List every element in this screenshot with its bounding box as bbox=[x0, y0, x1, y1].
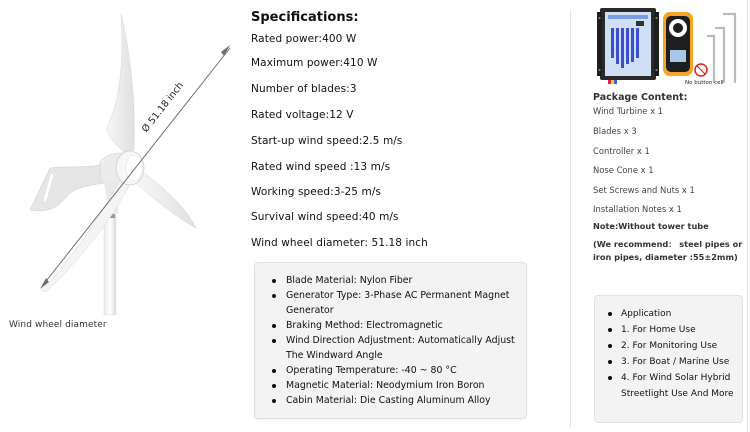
spec-working-speed: Working speed:3-25 m/s bbox=[251, 186, 382, 198]
application-item: 3. For Boat / Marine Use bbox=[607, 354, 742, 370]
feature-item: Blade Material: Nylon Fiber bbox=[269, 273, 524, 288]
spec-survival-wind-speed: Survival wind speed:40 m/s bbox=[251, 211, 399, 223]
application-item: 2. For Monitoring Use bbox=[607, 338, 742, 354]
package-note: Note:Without tower tube bbox=[593, 221, 709, 231]
image-caption: Wind wheel diameter bbox=[9, 320, 107, 330]
application-list bbox=[607, 306, 742, 402]
anemometer-icon bbox=[663, 12, 693, 76]
feature-item: Magnetic Material: Neodymium Iron Boron bbox=[269, 378, 524, 393]
controller-icon bbox=[597, 8, 659, 84]
features-panel bbox=[254, 262, 527, 419]
application-item: Application bbox=[607, 306, 742, 322]
package-contents-image bbox=[596, 6, 746, 88]
specifications-section bbox=[251, 0, 561, 432]
package-recommendation: (We recommend： steel pipes or iron pipes, diameter :55±2mm) bbox=[593, 239, 743, 262]
spec-maximum-power: Maximum power:410 W bbox=[251, 57, 378, 69]
spec-startup-wind-speed: Start-up wind speed:2.5 m/s bbox=[251, 135, 403, 147]
no-button-cell-label: No button cell bbox=[685, 80, 724, 86]
application-item: 1. For Home Use bbox=[607, 322, 742, 338]
feature-item: Operating Temperature: -40 ~ 80 °C bbox=[269, 363, 524, 378]
spec-wind-wheel-diameter: Wind wheel diameter: 51.18 inch bbox=[251, 237, 428, 249]
features-list bbox=[269, 273, 524, 408]
application-item: 4. For Wind Solar Hybrid Streetlight Use And More bbox=[607, 370, 742, 402]
feature-item: Generator Type: 3-Phase AC Permanent Magnet Generator bbox=[269, 288, 524, 318]
package-content-title: Package Content: bbox=[593, 92, 688, 103]
package-item: Installation Notes x 1 bbox=[593, 204, 682, 214]
spec-rated-power: Rated power:400 W bbox=[251, 33, 357, 45]
diameter-label: Ø 51.18 inch bbox=[140, 80, 186, 135]
feature-item: Wind Direction Adjustment: Automatically Adjust The Windward Angle bbox=[269, 333, 524, 363]
package-item: Wind Turbine x 1 bbox=[593, 106, 664, 116]
feature-item: Cabin Material: Die Casting Aluminum Alloy bbox=[269, 393, 524, 408]
package-item: Blades x 3 bbox=[593, 126, 637, 136]
feature-item: Braking Method: Electromagnetic bbox=[269, 318, 524, 333]
package-item: Set Screws and Nuts x 1 bbox=[593, 185, 695, 195]
package-item: Nose Cone x 1 bbox=[593, 165, 654, 175]
package-item: Controller x 1 bbox=[593, 146, 650, 156]
spec-rated-voltage: Rated voltage:12 V bbox=[251, 109, 354, 121]
specifications-title: Specifications: bbox=[251, 10, 359, 25]
column-divider bbox=[570, 10, 571, 428]
wind-turbine-image bbox=[0, 0, 240, 320]
application-panel bbox=[594, 295, 743, 423]
product-image-panel bbox=[0, 0, 240, 432]
spec-number-of-blades: Number of blades:3 bbox=[251, 83, 357, 95]
spec-rated-wind-speed: Rated wind speed :13 m/s bbox=[251, 161, 391, 173]
